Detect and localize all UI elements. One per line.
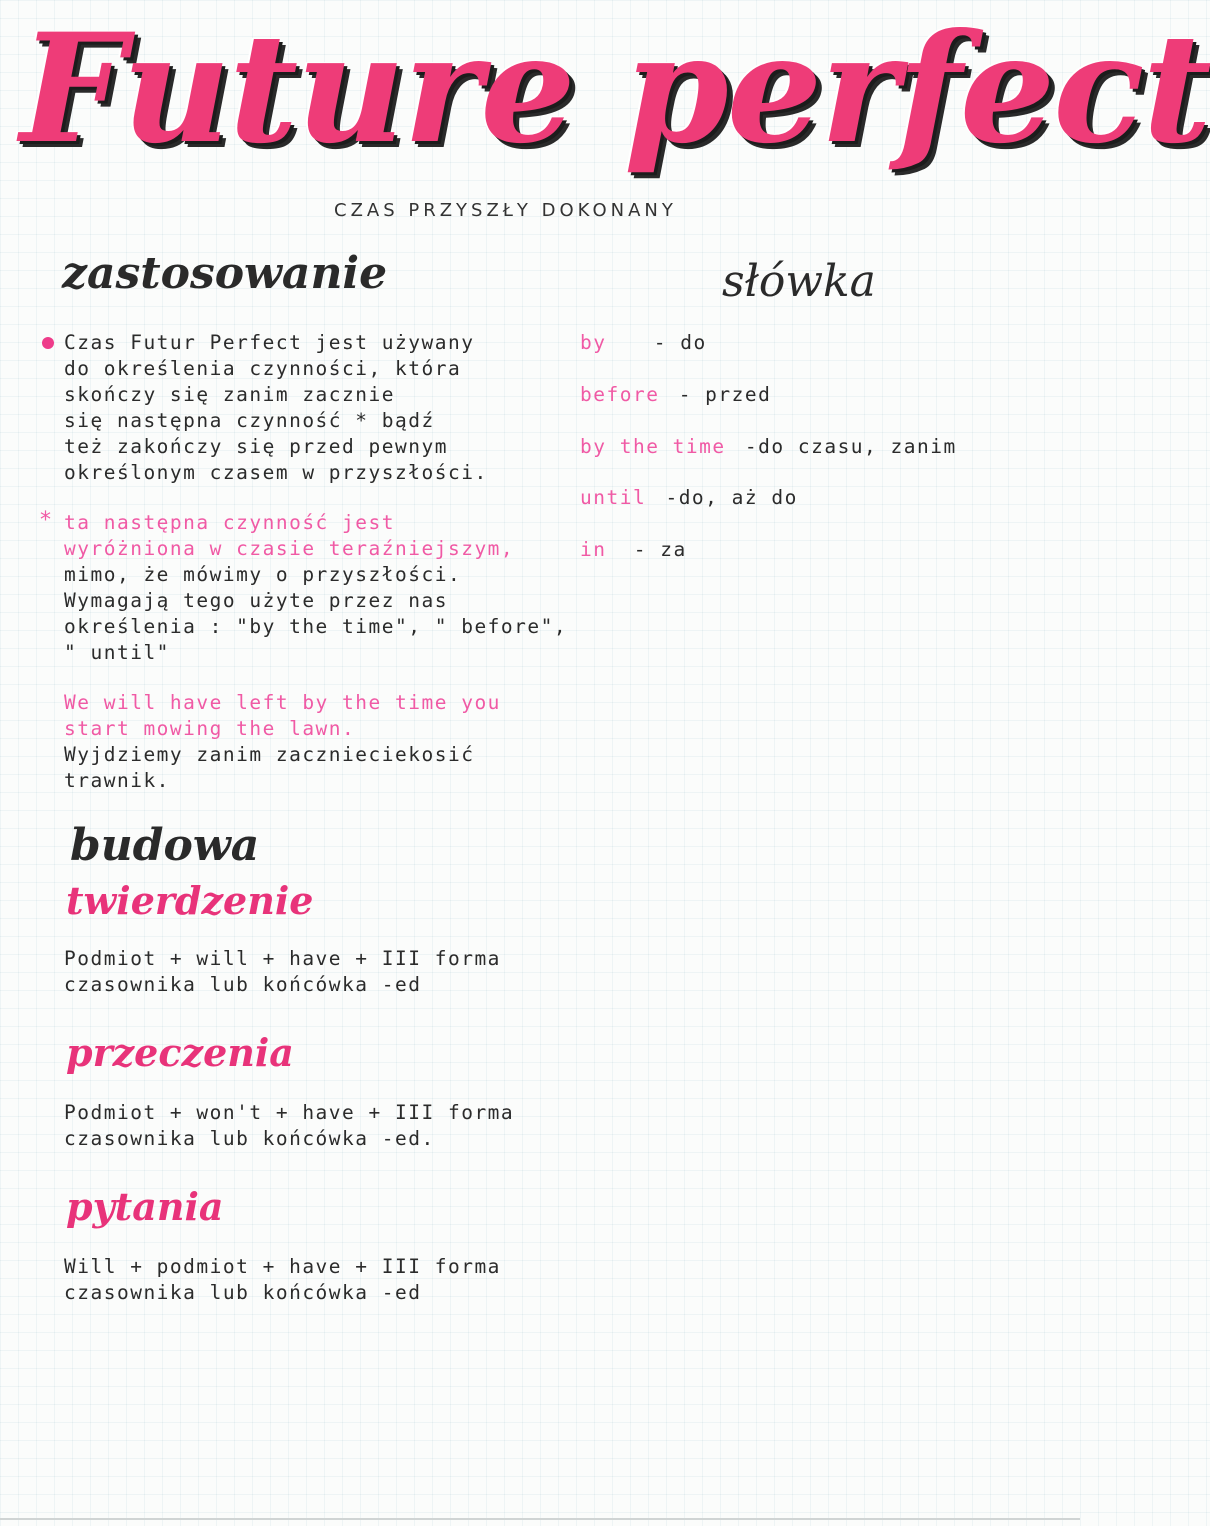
vocab-heading: słówka	[722, 256, 876, 307]
negative-heading: przeczenia	[66, 1030, 294, 1075]
note-line: Wymagają tego użyte przez nas	[64, 589, 448, 612]
example-en-line: We will have left by the time you	[64, 691, 501, 714]
page-title: Future perfect	[20, 1, 1210, 177]
usage-example	[64, 690, 574, 794]
vocab-translation: - do	[653, 331, 707, 354]
usage-line: skończy się zanim zacznie	[64, 383, 395, 406]
note-line: określenia : "by the time", " before",	[64, 615, 568, 638]
example-pl-line: Wyjdziemy zanim zacznieciekosić	[64, 743, 475, 766]
usage-line: się następna czynność * bądź	[64, 409, 435, 432]
structure-heading: budowa	[70, 820, 260, 871]
asterisk-icon: *	[40, 508, 51, 533]
note-line: " until"	[64, 641, 170, 664]
formula-line: czasownika lub końcówka -ed	[64, 1281, 422, 1304]
vocab-translation: -do czasu, zanim	[744, 435, 957, 458]
vocab-term: by the time	[580, 435, 726, 458]
usage-line: też zakończy się przed pewnym	[64, 435, 448, 458]
vocab-translation: -do, aż do	[665, 486, 798, 509]
vocab-term: by	[580, 331, 607, 354]
affirmative-heading: twierdzenie	[66, 878, 314, 923]
vocab-term: before	[580, 383, 660, 406]
affirmative-formula	[64, 946, 584, 998]
vocab-item	[580, 434, 957, 460]
usage-note	[64, 510, 574, 666]
usage-description	[64, 330, 564, 486]
example-en-line: start mowing the lawn.	[64, 717, 356, 740]
vocab-item	[580, 382, 771, 408]
vocab-item	[580, 485, 798, 511]
questions-formula	[64, 1254, 584, 1306]
usage-heading: zastosowanie	[62, 248, 388, 299]
usage-line: do określenia czynności, która	[64, 357, 462, 380]
bullet-dot	[42, 337, 54, 349]
formula-line: czasownika lub końcówka -ed.	[64, 1127, 435, 1150]
formula-line: Podmiot + will + have + III forma	[64, 947, 501, 970]
note-line-pink: wyróżniona w czasie teraźniejszym,	[64, 537, 515, 560]
vocab-term: until	[580, 486, 647, 509]
negative-formula	[64, 1100, 584, 1152]
questions-heading: pytania	[66, 1184, 224, 1229]
formula-line: czasownika lub końcówka -ed	[64, 973, 422, 996]
page-subtitle: CZAS PRZYSZŁY DOKONANY	[334, 200, 677, 221]
vocab-item	[580, 537, 687, 563]
vocab-term: in	[580, 538, 607, 561]
vocab-item	[580, 330, 707, 356]
formula-line: Podmiot + won't + have + III forma	[64, 1101, 515, 1124]
usage-line: Czas Futur Perfect jest używany	[64, 331, 475, 354]
usage-line: określonym czasem w przyszłości.	[64, 461, 488, 484]
note-line: mimo, że mówimy o przyszłości.	[64, 563, 462, 586]
formula-line: Will + podmiot + have + III forma	[64, 1255, 501, 1278]
note-line-pink: ta następna czynność jest	[64, 511, 395, 534]
vocab-translation: - przed	[678, 383, 772, 406]
page-bottom-edge	[0, 1518, 1080, 1520]
example-pl-line: trawnik.	[64, 769, 170, 792]
vocab-translation: - za	[633, 538, 687, 561]
